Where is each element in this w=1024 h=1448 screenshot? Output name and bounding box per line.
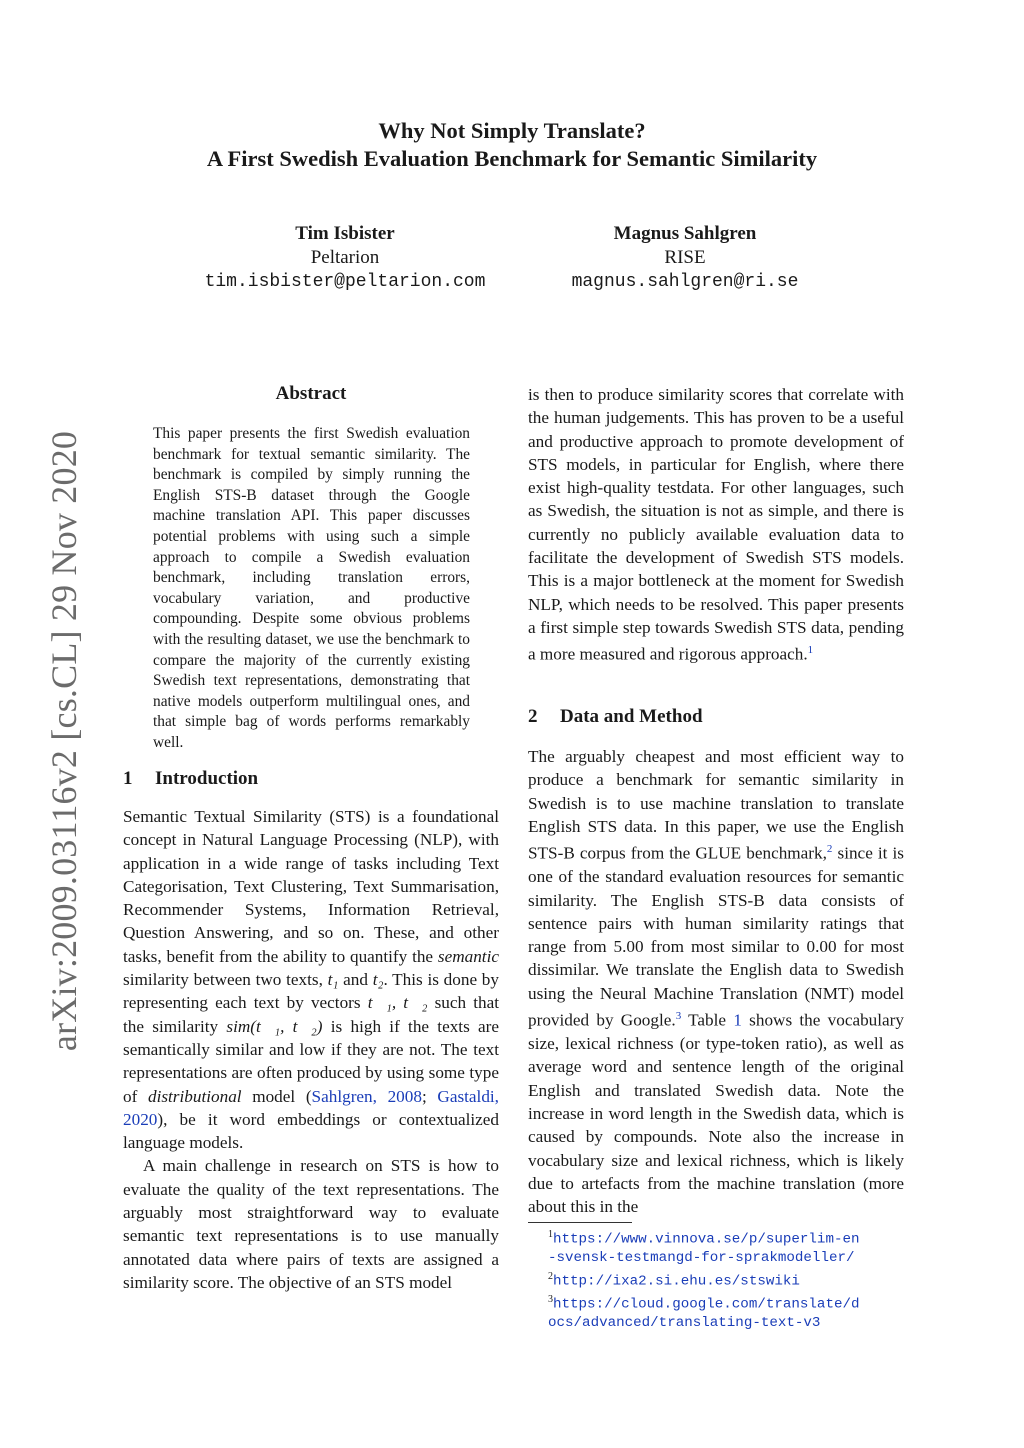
abstract-text: This paper presents the first Swedish evaluation benchmark for textual semantic similarity. The benchmark is compiled by simply running the English STS-B dataset through the Google machine translation API. This paper discusses potential problems with using such a simple approach to compile a Swedish evaluation benchmark, including translation errors, vocabulary variation, and productive compounding. Despite some obvious problems with the resulting dataset, we use the benchmark to compare the majority of the currently existing Swedish text representations, demonstrating that native models outperform multilingual ones, and that simple bag of words performs remarkably well. bbox=[153, 425, 470, 751]
intro-body bbox=[123, 805, 499, 1294]
footnote-3[interactable]: $^3$https://cloud.google.com/translate/d ocs/advanced/translating-text-v3 bbox=[548, 1293, 860, 1332]
intro-paragraph-2: A main challenge in research on STS is how to evaluate the quality of the text representations. The arguably most straightforward way to evaluate semantic text representations is to use manually annotated data where pairs of texts are assigned a similarity score. The objective of an STS model bbox=[123, 1156, 499, 1292]
data-method-paragraph: The arguably cheapest and most efficient way to produce a benchmark for semantic similarity in Swedish is to use machine translation to translate English STS data. In this paper, we use the English STS-B corpus from the GLUE benchmark,$^2$ since it is one of the standard evaluation resources for semantic similarity. The English STS-B data consists of sentence pairs with human similarity ratings that range from 5.00 from most similar to 0.00 for most dissimilar. We translate the English data to Swedish using the Neural Machine Translation (NMT) model provided by Google.$^3$ Table 1 shows the vocabulary size, lexical richness (or type-token ratio), as well as average word and sentence length of the original English and translated Swedish data. Note the increase in word length in the Swedish data, which is caused by compounds. Note also the increase in vocabulary size and lexical richness, which is likely due to artefacts from the machine translation (more about this in the bbox=[528, 747, 904, 1217]
footnote-marker[interactable]: 3 bbox=[675, 1010, 682, 1022]
author-block-1 bbox=[165, 222, 525, 294]
citation-link[interactable]: Sahlgren, 2008 bbox=[311, 1086, 422, 1106]
table-reference-link[interactable]: 1 bbox=[733, 1010, 742, 1030]
arxiv-identifier: arXiv:2009.03116v2 [cs.CL] 29 Nov 2020 bbox=[44, 430, 84, 1052]
author-name: Magnus Sahlgren bbox=[613, 223, 757, 244]
footnotes bbox=[528, 1226, 908, 1333]
author-block-2 bbox=[505, 222, 865, 294]
section-title: Introduction bbox=[155, 768, 259, 789]
footnote-marker[interactable]: 1 bbox=[807, 644, 814, 657]
author-name: Tim Isbister bbox=[295, 223, 395, 244]
author-email[interactable]: magnus.sahlgren@ri.se bbox=[571, 272, 799, 292]
paper-title-line-1: Why Not Simply Translate? bbox=[378, 118, 646, 143]
section-number: 1 bbox=[123, 768, 133, 789]
author-affiliation: Peltarion bbox=[310, 247, 380, 268]
data-method-body bbox=[528, 745, 904, 1218]
footnote-divider bbox=[528, 1222, 632, 1223]
footnote-marker[interactable]: 2 bbox=[826, 843, 833, 856]
intro-paragraph-1: Semantic Textual Similarity (STS) is a foundational concept in Natural Language Processing (NLP), with application in a wide range of tasks including Text Categorisation, Text Clustering, Text Summarisation, Recommender Systems, Information Retrieval, Question Answering, and so on. These, and other tasks, benefit from the ability to quantify the semantic similarity between two texts, t₁ and t₂. This is done by representing each text by vectors t⃗₁, t⃗₂ such that the similarity sim(t⃗₁, t⃗₂) is high if the texts are semantically similar and low if they are not. The text representations are often produced by using some type of distributional model (Sahlgren, 2008; Gastaldi, 2020), be it word embeddings or contextualized language models. bbox=[123, 807, 499, 1153]
intro-continuation bbox=[528, 383, 904, 666]
footnote-2[interactable]: $^2$http://ixa2.si.ehu.es/stswiki bbox=[548, 1270, 800, 1290]
section-2-heading bbox=[528, 706, 703, 728]
section-number: 2 bbox=[528, 706, 538, 727]
section-title: Data and Method bbox=[560, 706, 703, 727]
footnote-1[interactable]: $^1$https://www.vinnova.se/p/superlim-en -svensk-testmangd-for-sprakmodeller/ bbox=[548, 1229, 860, 1267]
author-affiliation: RISE bbox=[664, 247, 706, 268]
paper-title-line-2: A First Swedish Evaluation Benchmark for Semantic Similarity bbox=[206, 146, 818, 171]
abstract-heading: Abstract bbox=[275, 383, 347, 404]
citation-link[interactable]: Gastaldi, 2020 bbox=[123, 1086, 499, 1129]
intro-paragraph-continued: is then to produce similarity scores that correlate with the human judgements. This has proven to be a useful and productive approach to promote development of STS models, in particular for English, where there exist high-quality testdata. For other languages, such as Swedish, the situation is not as simple, and there is currently no publicly available evaluation data to facilitate the development of Swedish STS models. This is a major bottleneck at the moment for Swedish NLP, which needs to be resolved. This paper presents a first simple step towards Swedish STS data, pending a more measured and rigorous approach.$^1$ bbox=[528, 385, 904, 664]
author-email[interactable]: tim.isbister@peltarion.com bbox=[204, 272, 486, 292]
section-1-heading bbox=[123, 768, 258, 790]
